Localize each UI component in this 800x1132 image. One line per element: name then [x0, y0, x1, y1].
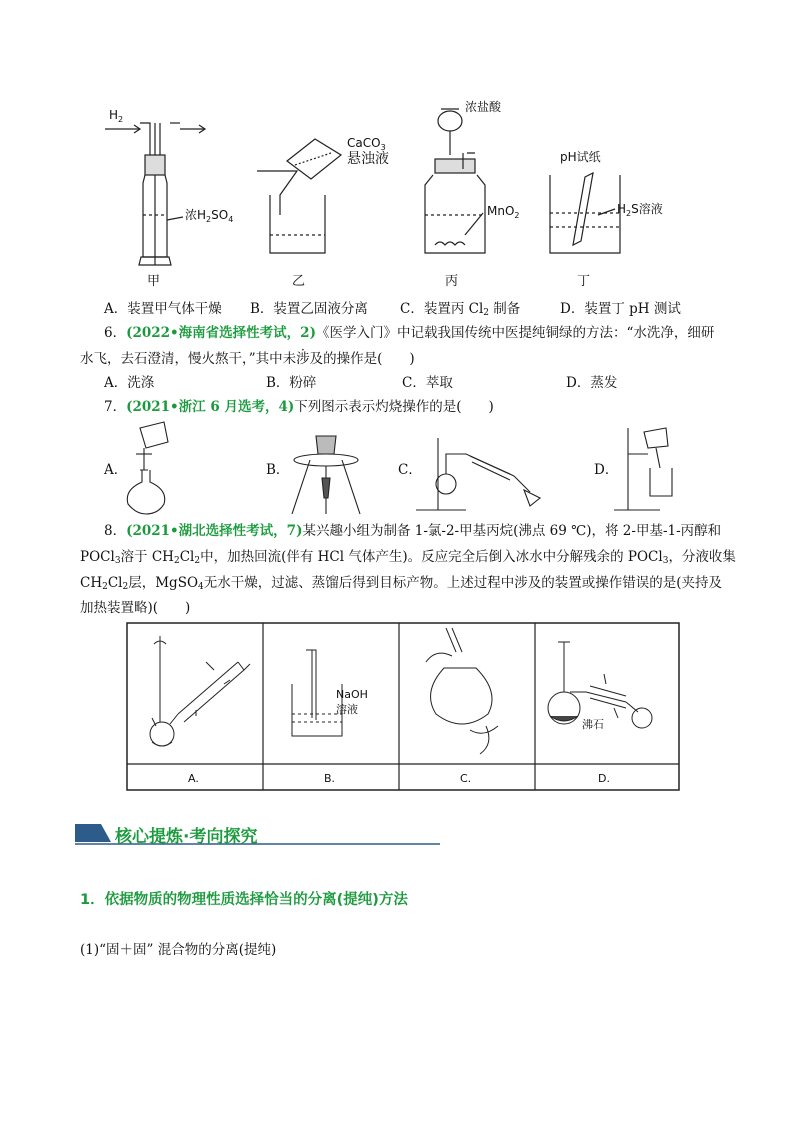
q6-line2: 水飞，去石澄清，慢火熬干，”其中未涉及的操作是( ): [80, 351, 415, 367]
label-yi: 乙: [292, 274, 306, 289]
section-heading-1: 1．依据物质的物理性质选择恰当的分离(提纯)方法: [80, 892, 408, 908]
boiling-stone-label: 沸石: [582, 718, 604, 731]
q7-figures: [120, 418, 680, 518]
h2-label: $H_2$: [109, 108, 124, 124]
q6-option-d: D．蒸发: [566, 375, 618, 391]
table-label-d: D.: [598, 772, 610, 785]
q7-option-a-label: A．: [104, 462, 128, 478]
emphasis-not-involved: 未涉及: [282, 351, 324, 367]
q8-apparatus-table: [126, 622, 680, 792]
naoh-label: NaOH: [336, 688, 368, 701]
mno2-label: MnO$_2$: [487, 204, 520, 220]
table-label-c: C.: [460, 772, 472, 785]
q8-line2: POCl$_3$溶于 $CH_2Cl_2$中，加热回流(伴有 HCl 气体产生)。反应完全后倒入冰水中分解残余的 POCl$_3$，分液收集: [80, 549, 736, 566]
q8-line4: 加热装置略)( ): [80, 600, 191, 616]
q5-option-b: B．装置乙固液分离: [250, 301, 368, 317]
q6-line1: 6．(2022•海南省选择性考试，2)《医学入门》中记载我国传统中医提纯铜绿的方法：“水洗净，细研: [104, 325, 715, 341]
q7-line: 7．(2021•浙江 6 月选考，4)下列图示表示灼烧操作的是( ): [104, 399, 494, 415]
suspension-label: 悬浊液: [347, 151, 389, 167]
solution-label: 溶液: [336, 703, 358, 716]
subheading-solid-solid: (1)“固＋固” 混合物的分离(提纯): [80, 942, 277, 958]
table-label-a: A.: [188, 772, 199, 785]
q6-source: (2022•海南省选择性考试，2): [126, 325, 316, 341]
q5-figure: [95, 95, 663, 295]
conc-hcl-label: 浓盐酸: [465, 100, 502, 114]
label-bing: 丙: [445, 274, 459, 289]
caco3-label: CaCO$_3$: [347, 136, 386, 152]
q7-source: (2021•浙江 6 月选考，4): [126, 399, 295, 415]
q6-option-a: A．洗涤: [104, 375, 155, 391]
ph-paper-label: pH试纸: [560, 150, 601, 164]
q5-option-d: D．装置丁 pH 测试: [560, 301, 681, 317]
table-label-b: B.: [324, 772, 336, 785]
h2s-solution-label: $H_2S$溶液: [617, 202, 663, 218]
q5-option-a: A．装置甲气体干燥: [104, 301, 222, 317]
q8-line3: $CH_2Cl_2$层，MgSO$_4$无水干燥，过滤、蒸馏后得到目标产物。上述过程中涉及的装置或操作错误的是(夹持及: [80, 575, 723, 592]
section-banner: [75, 822, 440, 846]
q7-option-c-label: C．: [398, 462, 422, 478]
q5-option-c: C．装置丙 $Cl_2$ 制备: [400, 301, 521, 318]
q7-option-d-label: D．: [594, 462, 619, 478]
label-jia: 甲: [147, 274, 161, 289]
q8-source: (2021•湖北选择性考试，7): [126, 523, 303, 539]
section-title: 核心提炼·考向探究: [115, 827, 258, 847]
label-ding: 丁: [577, 274, 591, 289]
q6-option-b: B．粉碎: [266, 375, 317, 391]
q7-option-b-label: B．: [266, 462, 290, 478]
conc-h2so4-label: 浓$H_2SO_4$: [185, 208, 234, 224]
q8-line1: 8．(2021•湖北选择性考试，7)某兴趣小组为制备 1-氯-2-甲基丙烷(沸点 69 ℃)，将 2-甲基-1-丙醇和: [104, 523, 722, 539]
q6-option-c: C．萃取: [402, 375, 453, 391]
